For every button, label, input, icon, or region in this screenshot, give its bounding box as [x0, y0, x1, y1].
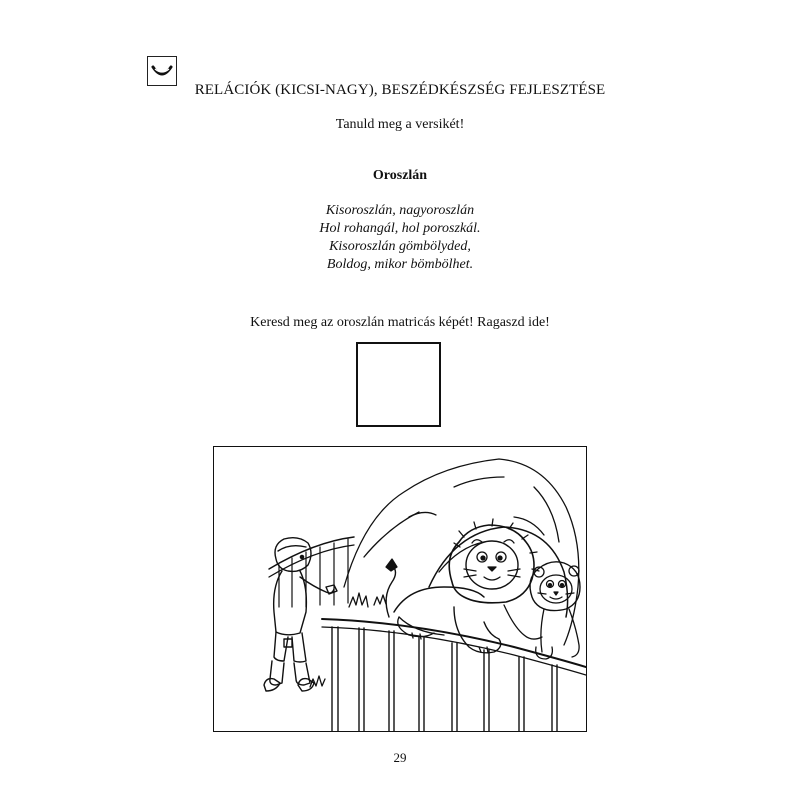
poem-line: Hol rohangál, hol poroszkál.: [319, 221, 481, 236]
big-lion-mane: [449, 525, 534, 603]
zoo-lions-illustration: [213, 446, 587, 732]
lion-tail: [386, 565, 395, 617]
poem-title: Oroszlán: [372, 168, 428, 183]
instruction-sticker: Keresd meg az oroszlán matricás képét! Ragaszd ide!: [250, 315, 550, 330]
poem-line: Kisoroszlán gömbölyded,: [329, 239, 471, 254]
sticker-placeholder-box[interactable]: [356, 342, 441, 427]
page-number: 29: [393, 750, 407, 765]
page-title: RELÁCIÓK (KICSI-NAGY), BESZÉDKÉSZSÉG FEJLESZTÉSE: [194, 82, 606, 98]
fence-rail: [322, 619, 586, 667]
instruction-learn-poem: Tanuld meg a versikét!: [335, 117, 465, 132]
poem-line: Kisoroszlán, nagyoroszlán: [325, 203, 475, 218]
poem-line: Boldog, mikor bömbölhet.: [326, 257, 474, 272]
poem: [0, 202, 800, 274]
